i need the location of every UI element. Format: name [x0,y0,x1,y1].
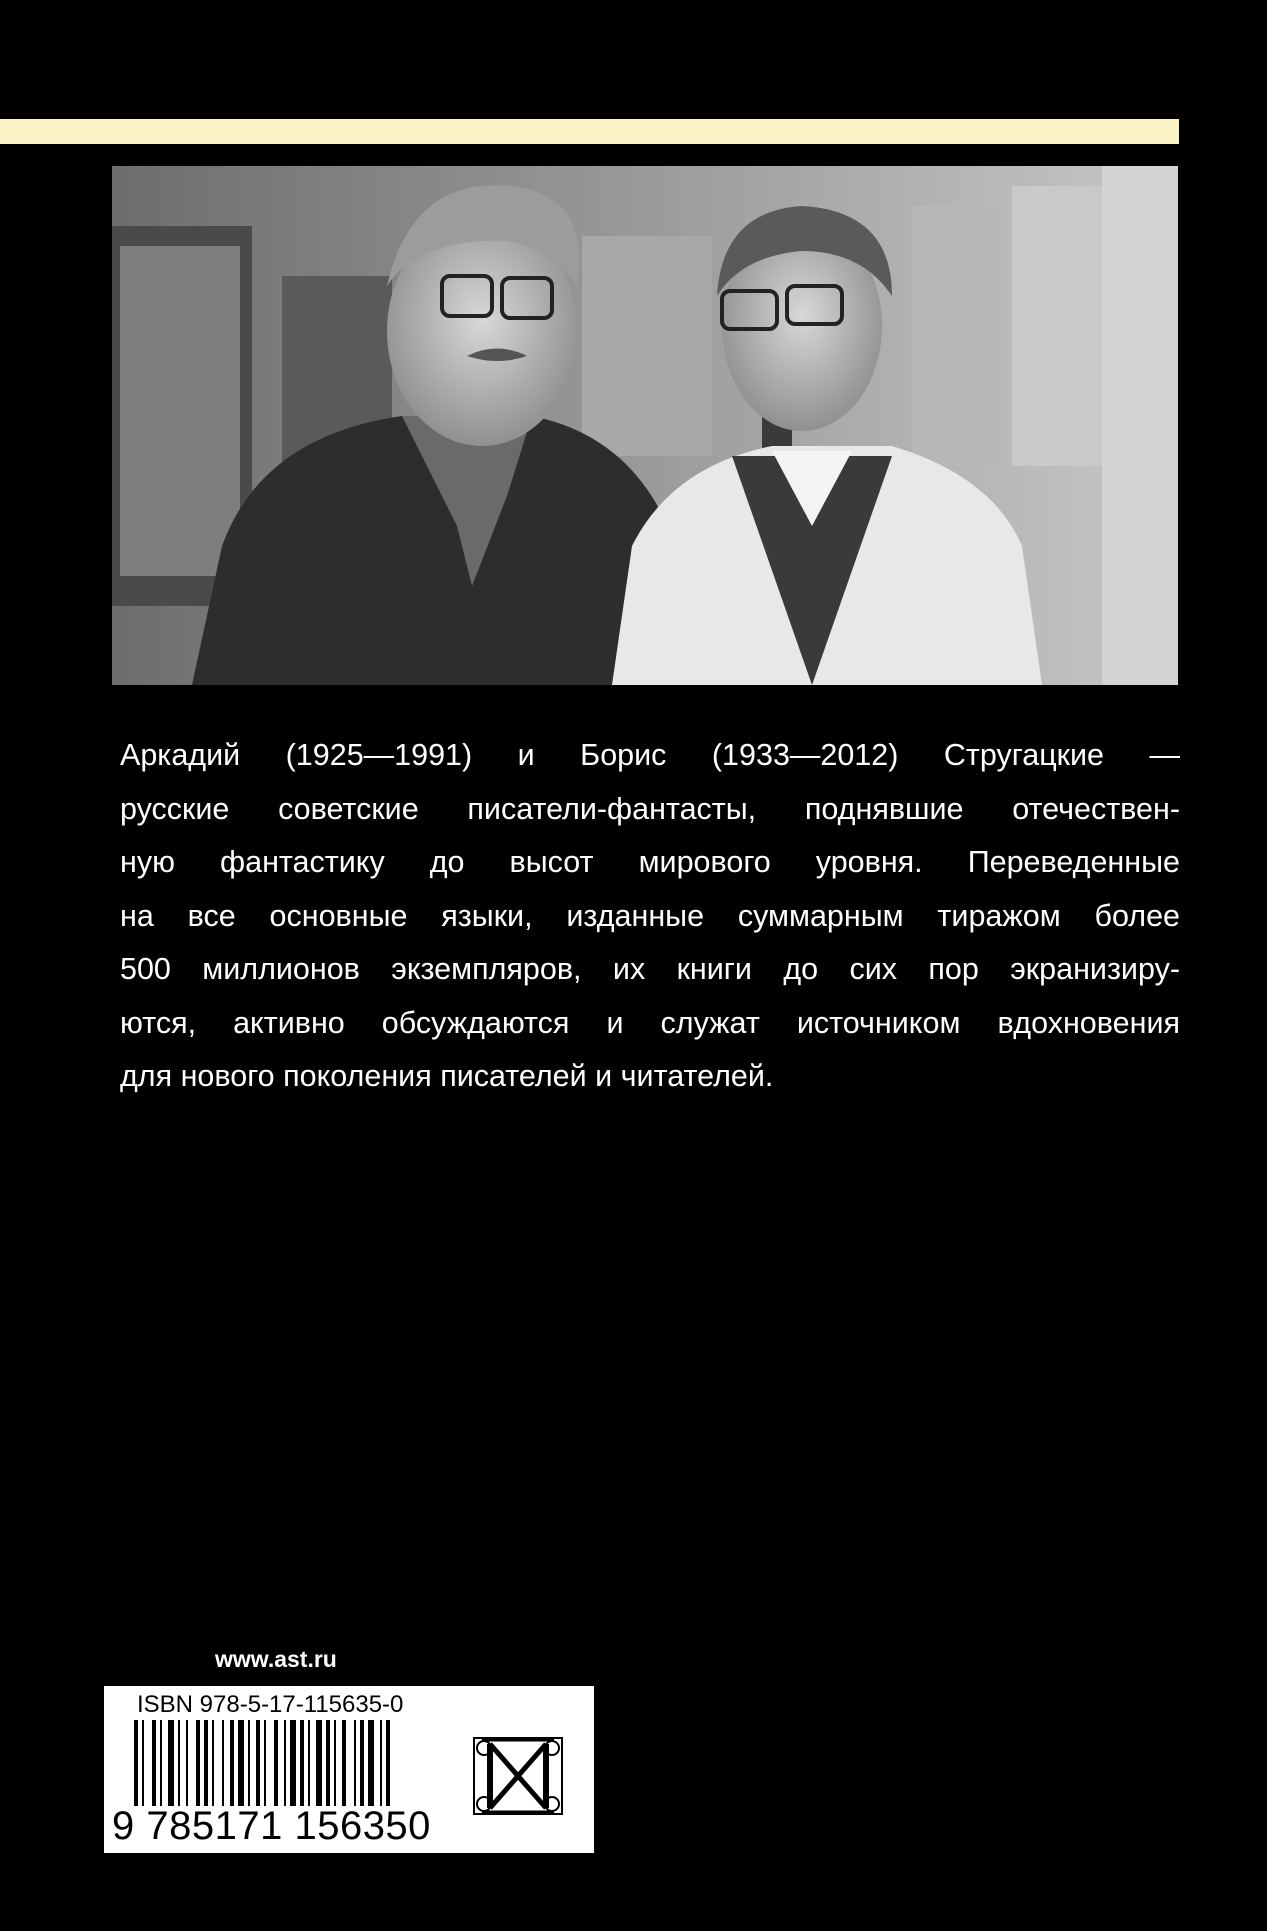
barcode-bar [354,1720,356,1806]
barcode-bar [290,1720,296,1806]
photo-illustration [112,166,1178,685]
barcode-bar [368,1720,374,1806]
description-line: ную фантастику до высот мирового уровня. Переведенные [120,845,1180,879]
description-line: на все основные языки, изданные суммарным тиражом более [120,898,1180,933]
barcode-bar [300,1720,304,1806]
barcode-bar [256,1720,260,1806]
barcode-bar [230,1720,234,1806]
barcode-bar [196,1720,200,1806]
barcode-bars [134,1720,434,1806]
publisher-logo-icon [470,1734,566,1818]
barcode-bar [334,1720,336,1806]
barcode-bar [186,1720,188,1806]
description-line: 500 миллионов экземпляров, их книги до сих пор экранизиру- [120,952,1180,986]
barcode-bar [152,1720,156,1806]
isbn-text: ISBN 978-5-17-115635-0 [137,1691,404,1718]
barcode-bar [160,1720,162,1806]
barcode-bar [212,1720,214,1806]
barcode-bar [238,1720,244,1806]
barcode-bar [326,1720,330,1806]
barcode-digits: 9 785171 156350 [112,1804,431,1848]
barcode-bar [386,1720,390,1806]
authors-photo [112,166,1178,685]
barcode-bar [342,1720,346,1806]
barcode-bar [274,1720,278,1806]
description-line: русские советские писатели-фантасты, поднявшие отечествен- [120,791,1180,826]
barcode-bar [142,1720,144,1806]
authors-description [120,729,1180,1104]
barcode-bar [248,1720,250,1806]
barcode-bar [134,1720,138,1806]
barcode-bar [264,1720,266,1806]
barcode-bar [178,1720,180,1806]
description-line: ются, активно обсуждаются и служат источником вдохновения [120,1005,1180,1040]
description-line: Аркадий (1925—1991) и Борис (1933—2012) Стругацкие — [120,738,1180,772]
barcode-bar [168,1720,174,1806]
barcode-label [104,1686,594,1853]
barcode-bar [204,1720,208,1806]
publisher-website[interactable]: www.ast.ru [215,1646,337,1672]
barcode-bar [308,1720,310,1806]
barcode-bar [316,1720,322,1806]
description-line: для нового поколения писателей и читателей. [120,1059,774,1093]
barcode-bar [222,1720,224,1806]
barcode-bar [380,1720,382,1806]
barcode-bar [284,1720,286,1806]
top-stripe [0,119,1179,144]
barcode-bar [360,1720,364,1806]
